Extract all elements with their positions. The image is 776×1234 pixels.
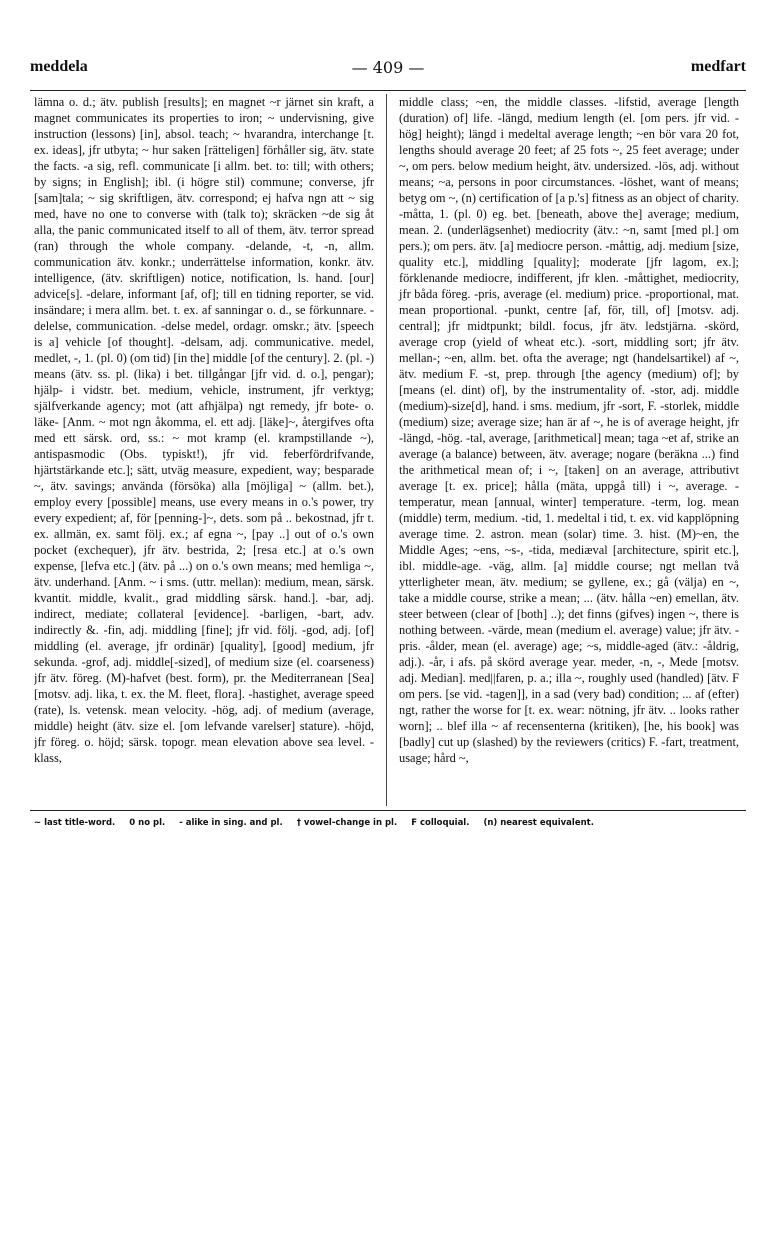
legend-item: (n) nearest equivalent. — [483, 818, 594, 828]
right-column-text: middle class; ~en, the middle classes. -lifstid, average [length (duration) of] life. -längd, medium length (el. [om pers. jfr vid. -hög] height); längd i medeltal average length; ~en bör vara 20 fot, lengths should average 20 feet; af 25 fots ~, 25 feet average; under ~, om pers. below medium height, ätv. undersized. -lös, adj. without means; ~a, persons in poor circumstances. -löshet, want of means; betyg om ~, (n) certification of [a p.'s] fitness as an object of charity. -måtta, 1. (pl. 0) eg. bet. [beneath, above the] average; medium, mean. 2. (underlägsenhet) mediocrity (ätv.: ~n, samt [med pl.] om pers.); om pers. ätv. [a] mediocre person. -måttig, adj. medium [size, quality etc.], middling [quality]; moderate [jfr lagom, ex.]; förklenande mediocre, indifferent, jfr klen. -måttighet, mediocrity, jfr båda föreg. -pris, average (el. medium) price. -proportional, mat. mean proportional. -punkt, centre [af, för, till, of] [motsv. adj. central]; jfr midtpunkt; bildl. focus, jfr ätv. ledstjärna. -skörd, average crop (yield of wheat etc.). -sort, middling sort; jfr ätv. mellan-; ~en, allm. bet. ofta the average; ngt (handelsartikel) af ~, ätv. medium F. -st, prep. through [the agency (medium) of]; by [means (el. dint) of], by the instrumentality of. -stor, adj. middle (medium)-size[d], hand. i sms. medium, jfr -sort, F. -storlek, middle (medium) size; average size; han är af ~, he is of average height, jfr -längd, -hög. -tal, average, [arithmetical] mean; taga ~et af, strike an average (a balance) between, ätv. average; nogare (beräkna ...) find the arithmetical mean of; i ~, [taken] on an average, attributivt average [t. ex. price]; hålla (mäta, uppgå till) i ~, average. -temperatur, mean [annual, winter] temperature. -term, log. mean (middle) term, medium. -tid, 1. medeltal i tid, t. ex. vid kapplöpning average time. 2. astron. mean (solar) time. 3. hist. (M)~en, the Middle Ages; ~ens, ~s-, -tida, mediæval [architecture, spirit etc.], ibl. middle-age. -väg, allm. [a] middle course; ngt mellan två ytterligheter mean, ätv. medium; se gyllene, ex.; gå (välja) en ~, take a middle course, strike a mean; ... (ätv. hålla ~en) emellan, ätv. steer between (clear of [both] ..); det finns (gifves) ingen ~, there is nothing between. -värde, mean (medium el. average) value; jfr ätv. -pris. -ålder, mean (el. average) age; ~s, middle-aged (ätv.: -åldrig, adj.). -år, i afs. på skörd average year. meder, -n, -, Mede [motsv. adj. Median]. med||faren, p. a.; illa ~, roughly used (handled) [ätv. F om pers. [se vid. -tagen]], in a sad (very bad) condition; ... af (efter) ngt, rather the worse for [t. ex. wear: nötning, jfr ätv. .. looks rather worn]; .. blef illa ~ af recensenterna (kritiken), [he, his book] was [badly] cut up (slashed) by the reviewers (critics) F. -fart, treatment, usage; hård ~, — [399, 95, 739, 765]
legend-item: 0 no pl. — [129, 818, 166, 828]
legend-item: ~ last title-word. — [34, 818, 116, 828]
legend-item: - alike in sing. and pl. — [179, 818, 283, 828]
left-guide-word: meddela — [30, 58, 88, 75]
dictionary-columns — [34, 94, 744, 806]
page-header — [30, 58, 746, 88]
legend-item: † vowel-change in pl. — [296, 818, 398, 828]
legend-item: F colloquial. — [411, 818, 470, 828]
header-rule — [30, 90, 746, 91]
abbreviation-legend — [34, 818, 742, 828]
page-number: — 409 — — [351, 58, 425, 77]
right-guide-word: medfart — [690, 58, 746, 75]
left-column — [34, 94, 386, 806]
right-column — [386, 94, 739, 806]
footer-rule — [30, 810, 746, 811]
left-column-text: lämna o. d.; ätv. publish [results]; en magnet ~r järnet sin kraft, a magnet communicates its properties to iron; ~ undervisning, give instruction (lessons) [in], absol. teach; ~ hvarandra, interchange [t. ex. ideas], jfr utbyta; ~ hur saken [rätteligen] förhåller sig, ätv. state the facts. -a sig, refl. communicate [i allm. bet. to: till; with others; by signs; in English]; ibl. (i högre stil) commune; converse, jfr [sam]tala; ~ sig skriftligen, ätv. correspond; ej hafva ngn att ~ sig med, have no one to converse with (talk to); skräcken ~de sig åt alla, the panic communicated itself to all of them, ätv. terror spread (ran) through the whole company. -delande, -t, -n, allm. communication ätv. konkr.; underrättelse information, konkr. ätv. intelligence, (ätv. skriftligen) notice, notification, ls. hand. [our] advice[s]. -delare, informant [af, of]; till en tidning reporter, se vid. insändare; i mera allm. bet. t. ex. af sanningar o. d., se förkunnare. -delelse, communication. -delse medel, ordagr. omskr.; ätv. [speech is a] vehicle [of thought]. -delsam, adj. communicative. medel, medlet, -, 1. (pl. 0) (om tid) [in the] middle [of the century]. 2. (pl. -) means (ätv. ss. pl. (lika) i bet. tillgångar [jfr vid. d. o.], pengar); hjälp- i vidstr. bet. medium, vehicle, instrument, jfr verktyg; själfverkande agency; mot (att afhjälpa) ngt remedy, jfr bote- o. läke- [Anm. ~ mot ngn åkomma, el. ett adj. [läke]~, återgifves ofta med ett särsk. ord, ss.: ~ mot kramp (el. krampstillande ~), antispasmodic (Obs. typiskt!), jfr vid. feberfördrifvande, hjärtstärkande etc.]; sätt, utväg measure, expedient, way; besparade ~, ätv. savings; använda (försöka) alla [möjliga] ~ (allm. bet.), employ every [possible] means, use every means in o.'s power, try every expedient; af, för [penning-]~, dets. som på .. bekostnad, jfr t. ex. allmän, ex. samt följ. ex.; af egna ~, [pay ..] out of o.'s own pocket (exchequer), jfr ätv. bestrida, 2; [resa etc.] at o.'s own expense, [lefva etc.] (ätv. på ...) on o.'s own means; med hemliga ~, ätv. underhand. [Anm. ~ i sms. (uttr. mellan): medium, mean, särsk. kvantit. middle, kvalit., grad middling särsk. hand.]. -bar, adj. indirect, mediate; collateral [evidence]. -barligen, -bart, adv. indirectly &. -fin, adj. middling [fine]; jfr vid. följ. -god, adj. [of] middling (el. average, jfr ordinär) [quality], [good] medium, jfr sekunda. -grof, adj. middle[-sized], of medium size (el. coarseness) jfr ätv. föreg. (M)-hafvet (best. form), pr. the Mediterranean [Sea] [motsv. adj. lika, t. ex. the M. fleet, flora]. -hastighet, average speed (rate), ls. vetensk. mean velocity. -hög, adj. of medium (average, middle) height (ätv. size el. [om lefvande varelser] stature). -höjd, jfr föreg. o. höjd; särsk. topogr. mean elevation above sea level. -klass, — [34, 95, 374, 765]
